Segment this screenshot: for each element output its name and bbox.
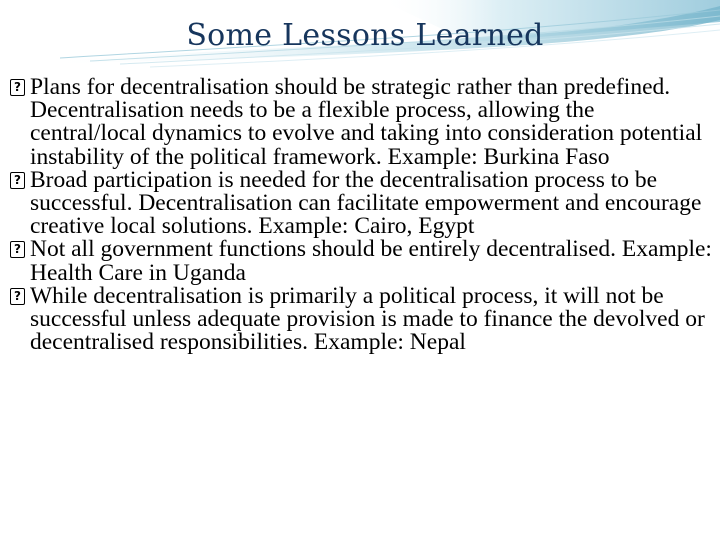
bullet-text: While decentralisation is primarily a political process, it will not be successful unless adequate provision is made to finance the devolved or decentralised responsibilities. Example: Nepal <box>30 282 705 356</box>
bullet-list <box>10 76 716 354</box>
bullet-text: Broad participation is needed for the decentralisation process to be successful. Decentralisation can facilitate empowerment and encourage creative local solutions. Example: Cairo, Egypt <box>30 166 702 240</box>
slide-title: Some Lessons Learned <box>186 18 544 53</box>
bullet-text: Not all government functions should be entirely decentralised. Example: Health Care in Uganda <box>30 236 712 286</box>
question-box-icon: ? <box>10 241 25 258</box>
question-box-icon: ? <box>10 172 25 189</box>
list-item <box>10 282 716 356</box>
list-item <box>10 76 716 169</box>
list-item <box>10 238 716 284</box>
list-item <box>10 166 716 240</box>
question-box-icon: ? <box>10 288 25 305</box>
bullet-text: Plans for decentralisation should be strategic rather than predefined. Decentralisation needs to be a flexible process, allowing the central/local dynamics to evolve and taking into consideration potential instability of the political framework. Example: Burkina Faso <box>30 74 703 170</box>
question-box-icon: ? <box>10 79 25 96</box>
